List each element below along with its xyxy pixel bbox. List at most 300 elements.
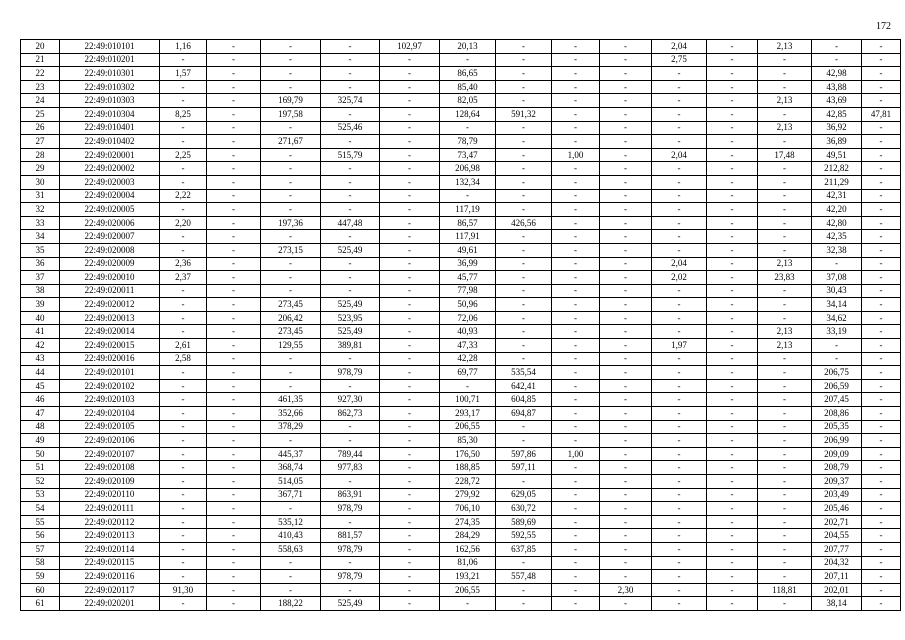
table-cell: - — [496, 189, 552, 203]
table-cell: 426,56 — [496, 216, 552, 230]
table-cell: - — [652, 529, 707, 543]
table-cell: - — [380, 311, 440, 325]
table-cell: - — [160, 203, 207, 217]
table-row — [21, 189, 901, 203]
table-cell: 42,31 — [812, 189, 862, 203]
table-cell: - — [261, 162, 321, 176]
table-cell: - — [321, 284, 380, 298]
cadastral-number-cell: 22:49:020111 — [60, 502, 160, 516]
table-cell: - — [552, 420, 600, 434]
table-cell: - — [600, 243, 652, 257]
table-cell: - — [862, 121, 901, 135]
cadastral-number-cell: 22:49:010401 — [60, 121, 160, 135]
table-cell: - — [707, 434, 758, 448]
table-cell: - — [600, 94, 652, 108]
table-cell: - — [496, 597, 552, 611]
table-cell: - — [440, 597, 496, 611]
table-cell: - — [758, 542, 812, 556]
table-cell: - — [758, 502, 812, 516]
table-cell: 36,99 — [440, 257, 496, 271]
table-cell: 447,48 — [321, 216, 380, 230]
table-cell: - — [600, 298, 652, 312]
table-cell: - — [707, 216, 758, 230]
cadastral-number-cell: 22:49:020112 — [60, 515, 160, 529]
table-cell: - — [321, 379, 380, 393]
table-cell: - — [707, 597, 758, 611]
table-cell: 81,06 — [440, 556, 496, 570]
table-cell: - — [758, 67, 812, 81]
table-cell: - — [321, 556, 380, 570]
table-cell: - — [652, 366, 707, 380]
table-cell: - — [862, 502, 901, 516]
table-cell: - — [380, 597, 440, 611]
row-number-cell: 22 — [21, 67, 60, 81]
table-row — [21, 284, 901, 298]
table-cell: - — [552, 352, 600, 366]
table-cell: - — [496, 203, 552, 217]
table-cell: 188,85 — [440, 461, 496, 475]
table-cell: - — [261, 570, 321, 584]
table-cell: - — [496, 339, 552, 353]
table-cell: - — [552, 325, 600, 339]
table-cell: - — [707, 94, 758, 108]
table-cell: - — [207, 570, 261, 584]
table-cell: 525,46 — [321, 121, 380, 135]
table-cell: 207,77 — [812, 542, 862, 556]
table-cell: - — [261, 352, 321, 366]
table-cell: 2,75 — [652, 53, 707, 67]
table-cell: - — [207, 420, 261, 434]
table-cell: - — [758, 107, 812, 121]
table-cell: - — [652, 434, 707, 448]
table-cell: - — [552, 515, 600, 529]
row-number-cell: 51 — [21, 461, 60, 475]
table-cell: 352,66 — [261, 407, 321, 421]
table-cell: - — [321, 583, 380, 597]
table-cell: - — [652, 461, 707, 475]
table-cell: - — [380, 94, 440, 108]
table-cell: 2,22 — [160, 189, 207, 203]
table-cell: - — [496, 148, 552, 162]
table-cell: - — [160, 447, 207, 461]
cadastral-number-cell: 22:49:020004 — [60, 189, 160, 203]
table-cell: - — [207, 216, 261, 230]
table-cell: 325,74 — [321, 94, 380, 108]
table-row — [21, 461, 901, 475]
table-cell: 34,14 — [812, 298, 862, 312]
table-cell: - — [862, 257, 901, 271]
table-cell: - — [652, 107, 707, 121]
table-cell: - — [707, 515, 758, 529]
table-cell: - — [160, 597, 207, 611]
table-cell: - — [652, 311, 707, 325]
table-cell: 558,63 — [261, 542, 321, 556]
table-cell: - — [321, 53, 380, 67]
table-cell: 597,11 — [496, 461, 552, 475]
table-cell: - — [552, 284, 600, 298]
table-cell: 367,71 — [261, 488, 321, 502]
table-cell: - — [862, 393, 901, 407]
row-number-cell: 43 — [21, 352, 60, 366]
cadastral-number-cell: 22:49:020114 — [60, 542, 160, 556]
cadastral-number-cell: 22:49:010402 — [60, 135, 160, 149]
table-cell: 977,83 — [321, 461, 380, 475]
table-cell: - — [552, 434, 600, 448]
table-cell: - — [207, 298, 261, 312]
table-cell: - — [321, 175, 380, 189]
table-cell: - — [862, 40, 901, 54]
table-cell: - — [321, 230, 380, 244]
table-cell: 117,91 — [440, 230, 496, 244]
table-cell: - — [862, 556, 901, 570]
table-row — [21, 40, 901, 54]
row-number-cell: 44 — [21, 366, 60, 380]
table-cell: 535,12 — [261, 515, 321, 529]
table-cell: - — [758, 488, 812, 502]
table-cell: 2,13 — [758, 325, 812, 339]
table-cell: - — [496, 67, 552, 81]
table-cell: 72,06 — [440, 311, 496, 325]
cadastral-number-cell: 22:49:020110 — [60, 488, 160, 502]
cadastral-number-cell: 22:49:020015 — [60, 339, 160, 353]
table-cell: 209,37 — [812, 475, 862, 489]
table-cell: - — [321, 107, 380, 121]
cadastral-number-cell: 22:49:020109 — [60, 475, 160, 489]
table-cell: 42,85 — [812, 107, 862, 121]
row-number-cell: 36 — [21, 257, 60, 271]
table-cell: - — [600, 67, 652, 81]
cadastral-number-cell: 22:49:010302 — [60, 80, 160, 94]
cadastral-number-cell: 22:49:010303 — [60, 94, 160, 108]
row-number-cell: 26 — [21, 121, 60, 135]
cadastral-number-cell: 22:49:020002 — [60, 162, 160, 176]
table-cell: - — [552, 175, 600, 189]
table-cell: - — [496, 175, 552, 189]
table-cell: - — [496, 162, 552, 176]
table-cell: - — [321, 257, 380, 271]
cadastral-number-cell: 22:49:020201 — [60, 597, 160, 611]
table-row — [21, 407, 901, 421]
table-cell: - — [600, 434, 652, 448]
table-cell: - — [707, 284, 758, 298]
table-cell: - — [261, 175, 321, 189]
table-cell: - — [440, 189, 496, 203]
table-cell: - — [207, 556, 261, 570]
table-cell: 525,49 — [321, 243, 380, 257]
table-cell: - — [552, 339, 600, 353]
table-cell: - — [600, 121, 652, 135]
table-cell: - — [707, 298, 758, 312]
table-cell: - — [496, 257, 552, 271]
table-cell: 49,61 — [440, 243, 496, 257]
table-cell: 197,58 — [261, 107, 321, 121]
table-cell: 202,01 — [812, 583, 862, 597]
table-cell: - — [321, 80, 380, 94]
cadastral-number-cell: 22:49:020106 — [60, 434, 160, 448]
table-cell: - — [758, 298, 812, 312]
table-cell: 273,15 — [261, 243, 321, 257]
table-row — [21, 257, 901, 271]
table-row — [21, 366, 901, 380]
table-cell: - — [160, 80, 207, 94]
row-number-cell: 60 — [21, 583, 60, 597]
table-cell: - — [207, 94, 261, 108]
table-cell: - — [207, 366, 261, 380]
table-cell: - — [496, 583, 552, 597]
table-cell: 211,29 — [812, 175, 862, 189]
table-row — [21, 162, 901, 176]
table-cell: - — [652, 203, 707, 217]
table-row — [21, 94, 901, 108]
table-cell: - — [600, 515, 652, 529]
table-cell: - — [380, 515, 440, 529]
table-cell: - — [758, 352, 812, 366]
table-cell: 978,79 — [321, 542, 380, 556]
cadastral-number-cell: 22:49:020012 — [60, 298, 160, 312]
table-cell: - — [261, 148, 321, 162]
table-cell: - — [862, 352, 901, 366]
table-cell: - — [812, 257, 862, 271]
table-row — [21, 379, 901, 393]
table-cell: - — [552, 597, 600, 611]
table-cell: - — [552, 271, 600, 285]
table-cell: 630,72 — [496, 502, 552, 516]
table-cell: - — [380, 203, 440, 217]
table-cell: - — [207, 257, 261, 271]
row-number-cell: 29 — [21, 162, 60, 176]
table-row — [21, 243, 901, 257]
table-row — [21, 597, 901, 611]
table-cell: - — [600, 420, 652, 434]
table-cell: 629,05 — [496, 488, 552, 502]
table-row — [21, 434, 901, 448]
table-cell: - — [600, 40, 652, 54]
table-row — [21, 230, 901, 244]
row-number-cell: 57 — [21, 542, 60, 556]
table-cell: 978,79 — [321, 366, 380, 380]
table-cell: 209,09 — [812, 447, 862, 461]
table-cell: - — [652, 94, 707, 108]
table-cell: - — [496, 325, 552, 339]
cadastral-number-cell: 22:49:010301 — [60, 67, 160, 81]
table-cell: - — [707, 243, 758, 257]
table-cell: 118,81 — [758, 583, 812, 597]
cadastral-number-cell: 22:49:020005 — [60, 203, 160, 217]
table-cell: - — [207, 515, 261, 529]
table-cell: 293,17 — [440, 407, 496, 421]
table-cell: 204,55 — [812, 529, 862, 543]
table-cell: 589,69 — [496, 515, 552, 529]
table-cell: - — [600, 257, 652, 271]
table-cell: - — [600, 556, 652, 570]
table-cell: - — [600, 135, 652, 149]
table-cell: - — [812, 352, 862, 366]
table-cell: 1,00 — [552, 447, 600, 461]
table-cell: 2,61 — [160, 339, 207, 353]
row-number-cell: 56 — [21, 529, 60, 543]
cadastral-number-cell: 22:49:010201 — [60, 53, 160, 67]
table-cell: - — [261, 189, 321, 203]
table-cell: - — [207, 271, 261, 285]
table-cell: - — [380, 556, 440, 570]
table-cell: - — [207, 529, 261, 543]
table-cell: - — [380, 298, 440, 312]
table-cell: 45,77 — [440, 271, 496, 285]
table-cell: - — [380, 243, 440, 257]
table-cell: - — [552, 135, 600, 149]
table-cell: - — [600, 570, 652, 584]
table-body — [21, 40, 901, 611]
row-number-cell: 50 — [21, 447, 60, 461]
table-cell: 206,55 — [440, 583, 496, 597]
table-cell: - — [707, 80, 758, 94]
table-cell: - — [160, 325, 207, 339]
table-cell: - — [380, 352, 440, 366]
table-cell: - — [707, 393, 758, 407]
row-number-cell: 34 — [21, 230, 60, 244]
table-cell: - — [600, 203, 652, 217]
table-cell: - — [380, 135, 440, 149]
table-cell: 20,13 — [440, 40, 496, 54]
row-number-cell: 25 — [21, 107, 60, 121]
table-cell: - — [207, 203, 261, 217]
table-cell: - — [600, 284, 652, 298]
table-cell: - — [207, 407, 261, 421]
table-cell: - — [380, 257, 440, 271]
table-cell: - — [652, 189, 707, 203]
cadastral-number-cell: 22:49:020010 — [60, 271, 160, 285]
table-cell: - — [652, 502, 707, 516]
table-cell: - — [862, 529, 901, 543]
table-cell: - — [552, 53, 600, 67]
row-number-cell: 40 — [21, 311, 60, 325]
table-cell: - — [652, 407, 707, 421]
table-cell: - — [552, 189, 600, 203]
table-cell: - — [380, 529, 440, 543]
table-cell: - — [862, 162, 901, 176]
table-cell: - — [160, 502, 207, 516]
table-cell: - — [652, 121, 707, 135]
table-cell: - — [652, 135, 707, 149]
table-cell: - — [600, 216, 652, 230]
table-row — [21, 80, 901, 94]
table-cell: - — [758, 570, 812, 584]
table-cell: 206,99 — [812, 434, 862, 448]
table-cell: - — [321, 135, 380, 149]
cadastral-number-cell: 22:49:020102 — [60, 379, 160, 393]
table-cell: 42,35 — [812, 230, 862, 244]
table-cell: 73,47 — [440, 148, 496, 162]
table-cell: - — [600, 53, 652, 67]
table-cell: 205,35 — [812, 420, 862, 434]
table-cell: - — [707, 461, 758, 475]
table-cell: - — [862, 271, 901, 285]
table-cell: 207,45 — [812, 393, 862, 407]
table-cell: - — [380, 148, 440, 162]
row-number-cell: 59 — [21, 570, 60, 584]
table-row — [21, 175, 901, 189]
table-cell: - — [552, 393, 600, 407]
table-cell: - — [160, 542, 207, 556]
table-cell: - — [862, 434, 901, 448]
table-cell: 515,79 — [321, 148, 380, 162]
table-cell: - — [160, 121, 207, 135]
cadastral-number-cell: 22:49:020116 — [60, 570, 160, 584]
table-cell: - — [552, 67, 600, 81]
cadastral-number-cell: 22:49:020108 — [60, 461, 160, 475]
table-cell: - — [758, 53, 812, 67]
cadastral-number-cell: 22:49:020016 — [60, 352, 160, 366]
table-cell: 33,19 — [812, 325, 862, 339]
row-number-cell: 38 — [21, 284, 60, 298]
cadastral-number-cell: 22:49:020117 — [60, 583, 160, 597]
table-cell: - — [207, 325, 261, 339]
table-cell: 206,55 — [440, 420, 496, 434]
table-cell: - — [207, 107, 261, 121]
table-cell: - — [600, 339, 652, 353]
table-cell: - — [321, 203, 380, 217]
table-cell: - — [862, 243, 901, 257]
table-cell: - — [652, 162, 707, 176]
table-cell: 2,13 — [758, 257, 812, 271]
table-cell: - — [758, 393, 812, 407]
cadastral-number-cell: 22:49:020009 — [60, 257, 160, 271]
table-cell: 1,16 — [160, 40, 207, 54]
table-row — [21, 556, 901, 570]
table-cell: - — [758, 284, 812, 298]
table-cell: 208,86 — [812, 407, 862, 421]
table-cell: 2,13 — [758, 94, 812, 108]
table-cell: - — [380, 80, 440, 94]
table-cell: - — [862, 583, 901, 597]
table-cell: - — [160, 393, 207, 407]
table-cell: 34,62 — [812, 311, 862, 325]
table-cell: - — [160, 570, 207, 584]
table-cell: - — [552, 40, 600, 54]
table-cell: - — [652, 556, 707, 570]
table-cell: - — [600, 366, 652, 380]
table-cell: - — [160, 53, 207, 67]
table-cell: - — [652, 230, 707, 244]
table-row — [21, 339, 901, 353]
table-cell: 706,10 — [440, 502, 496, 516]
table-cell: 69,77 — [440, 366, 496, 380]
page-number: 172 — [876, 21, 891, 32]
table-cell: 389,81 — [321, 339, 380, 353]
row-number-cell: 21 — [21, 53, 60, 67]
table-cell: 102,97 — [380, 40, 440, 54]
table-cell: - — [600, 107, 652, 121]
table-cell: - — [600, 325, 652, 339]
table-row — [21, 447, 901, 461]
table-cell: 228,72 — [440, 475, 496, 489]
table-cell: - — [652, 298, 707, 312]
table-cell: - — [707, 502, 758, 516]
table-cell: 42,20 — [812, 203, 862, 217]
table-cell: - — [707, 311, 758, 325]
table-cell: - — [707, 366, 758, 380]
table-cell: - — [380, 407, 440, 421]
table-cell: - — [707, 325, 758, 339]
table-cell: - — [552, 80, 600, 94]
table-cell: - — [862, 298, 901, 312]
table-cell: 378,29 — [261, 420, 321, 434]
table-cell: - — [261, 121, 321, 135]
table-cell: - — [552, 583, 600, 597]
table-cell: - — [707, 189, 758, 203]
table-cell: 206,75 — [812, 366, 862, 380]
table-cell: - — [207, 162, 261, 176]
